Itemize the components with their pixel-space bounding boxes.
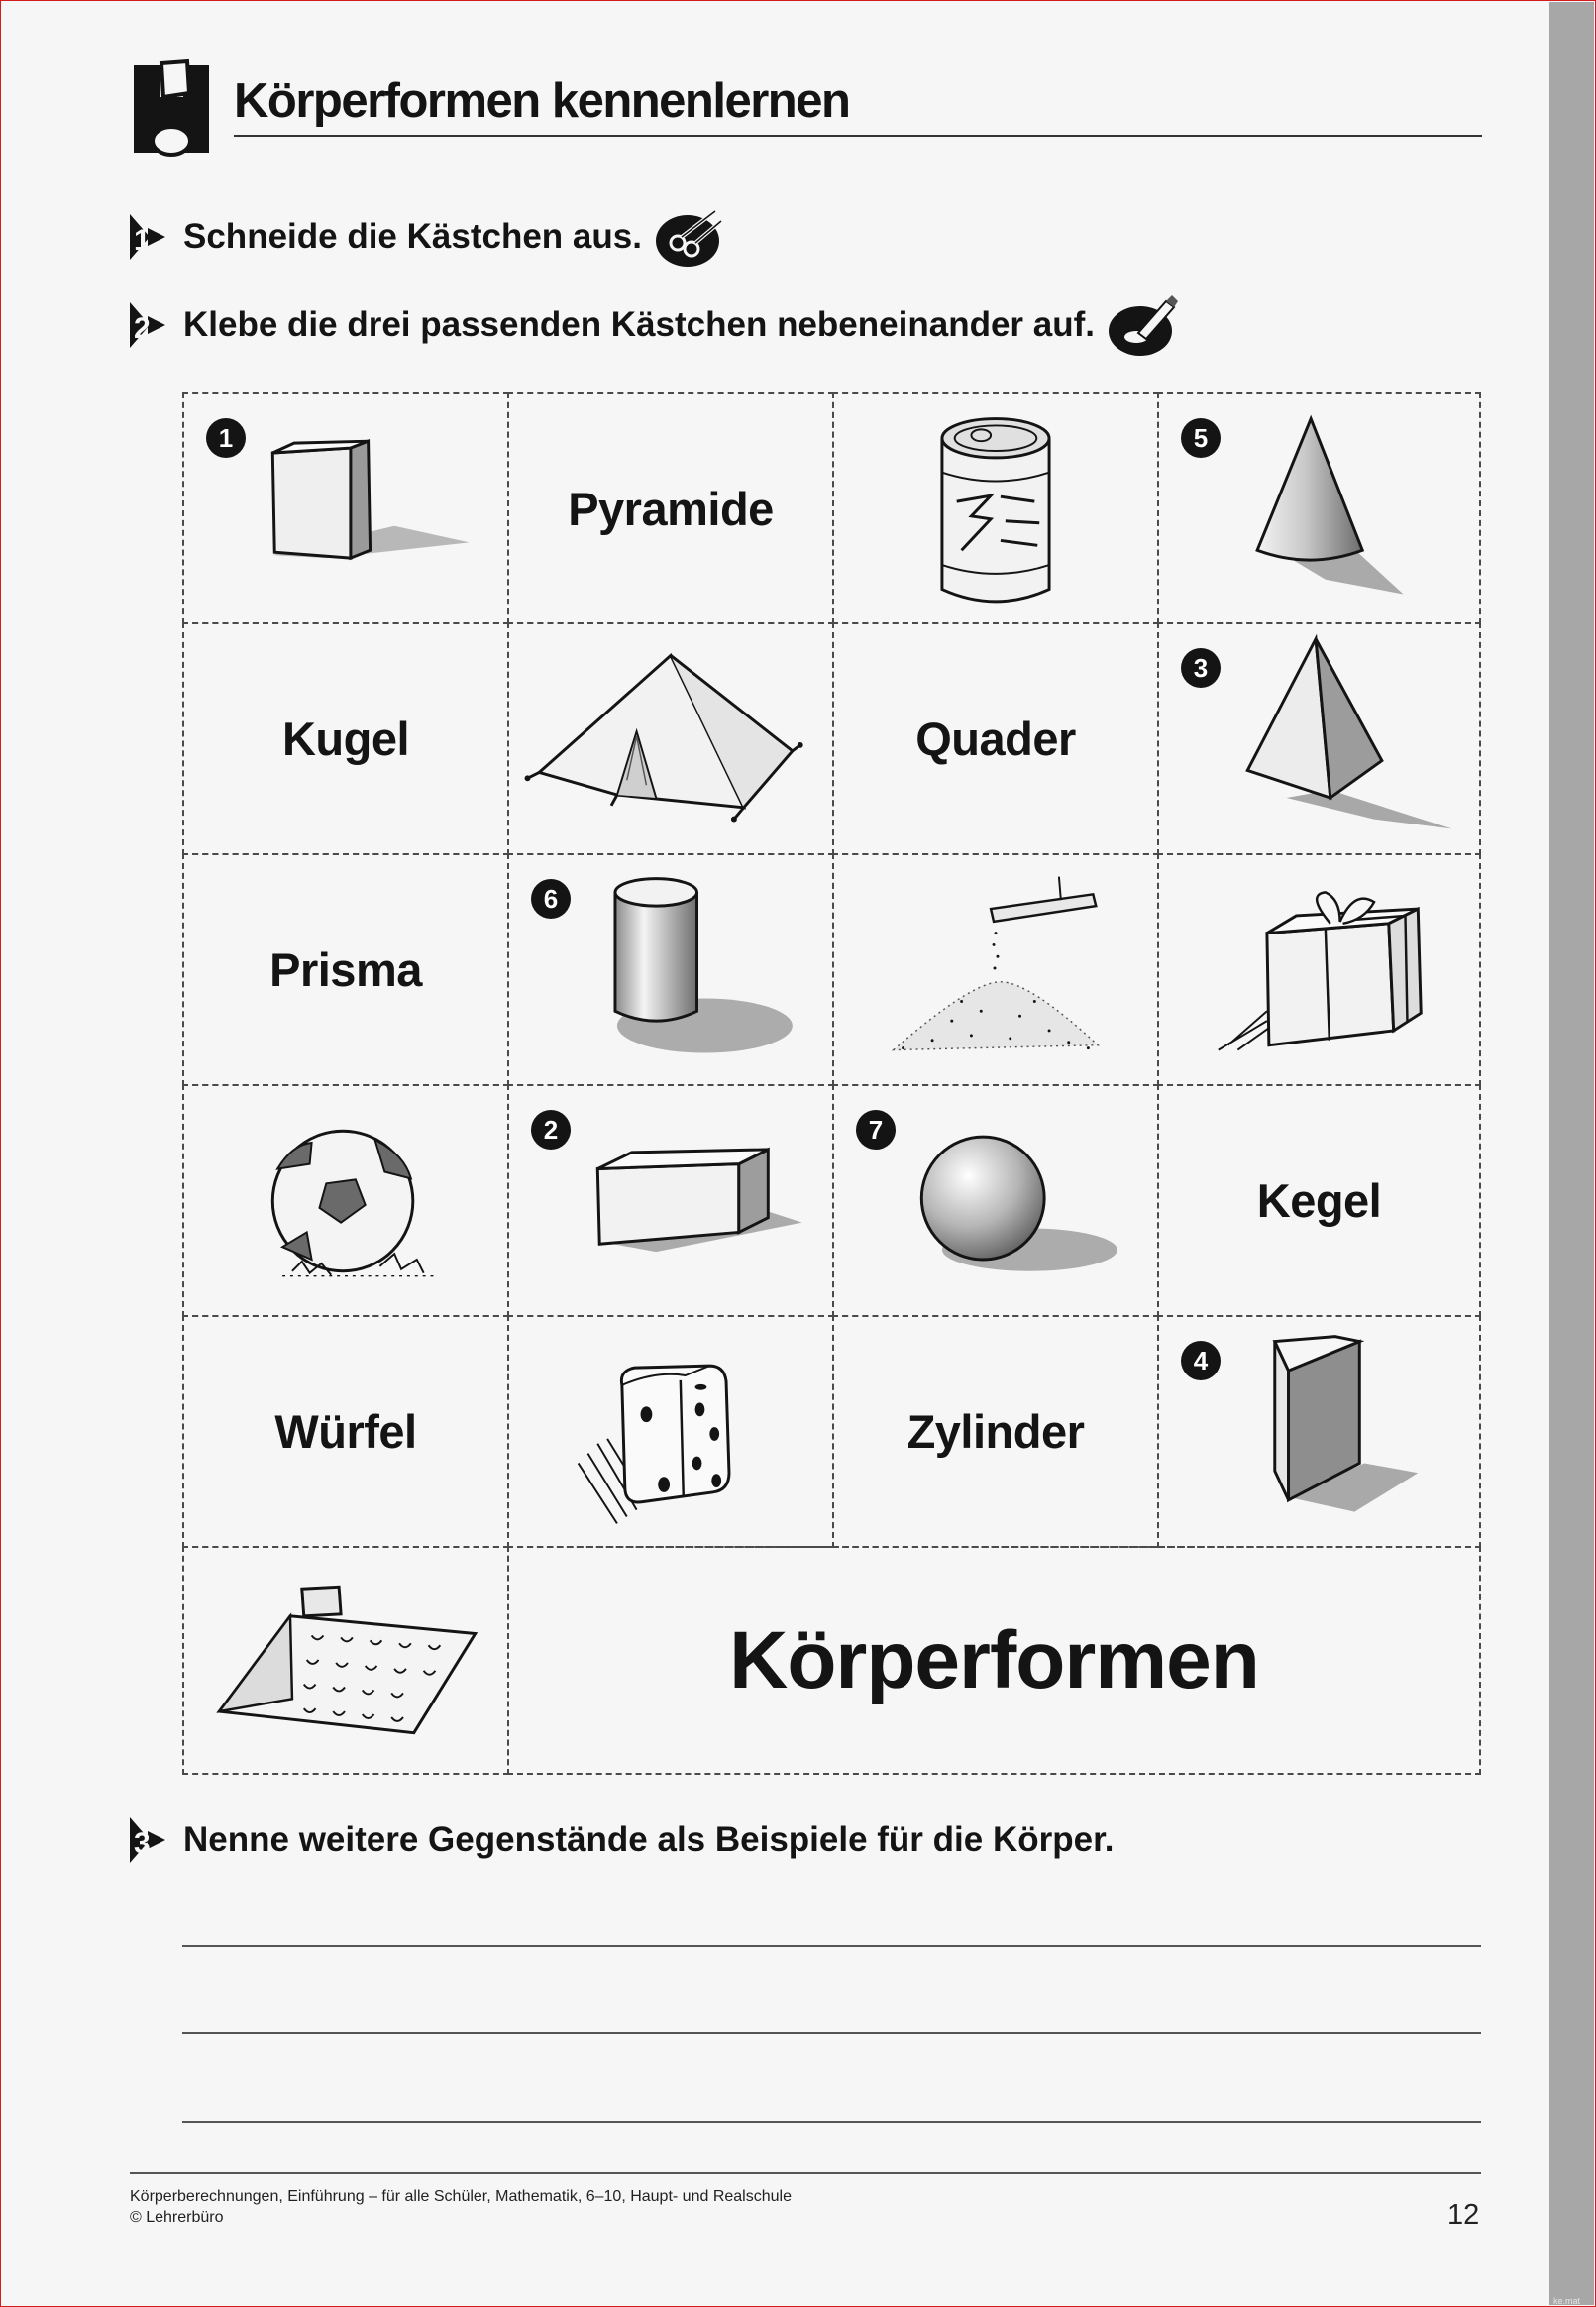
gift-box-icon — [1159, 855, 1479, 1084]
task-2 — [130, 300, 1178, 350]
card-roof[interactable] — [182, 1546, 509, 1775]
card-word-kegel[interactable] — [1157, 1084, 1481, 1317]
tent-icon — [509, 624, 832, 853]
card-word-prisma[interactable] — [182, 853, 509, 1086]
card-cylinder[interactable] — [507, 853, 834, 1086]
card-dice[interactable] — [507, 1315, 834, 1548]
card-cuboid[interactable] — [507, 1084, 834, 1317]
word-koerperformen: Körperformen — [729, 1614, 1259, 1705]
glue-icon — [1109, 293, 1178, 357]
card-word-zylinder[interactable] — [832, 1315, 1159, 1548]
word-kugel: Kugel — [281, 713, 410, 765]
card-badge: 3 — [1181, 648, 1221, 688]
football-icon — [184, 1086, 507, 1315]
card-grid — [182, 392, 1481, 1775]
card-sphere[interactable] — [832, 1084, 1159, 1317]
right-margin-bar — [1549, 2, 1594, 2305]
watermark: ke.mat — [1553, 2296, 1581, 2306]
task-3-marker-icon — [130, 1817, 169, 1863]
worksheet-logo-icon — [130, 57, 213, 161]
card-badge: 5 — [1181, 418, 1221, 458]
page-title: Körperformen kennenlernen — [234, 74, 850, 128]
footer-line-2: © Lehrerbüro — [130, 2209, 224, 2226]
task-2-text: Klebe die drei passenden Kästchen nebeneinander auf. — [183, 305, 1095, 344]
footer-divider — [130, 2172, 1481, 2174]
card-tin-can[interactable] — [832, 392, 1159, 624]
scissors-icon — [656, 205, 725, 269]
card-pyramid[interactable] — [1157, 622, 1481, 855]
card-cone[interactable] — [1157, 392, 1481, 624]
writing-line[interactable] — [182, 2032, 1481, 2034]
card-word-quader[interactable] — [832, 622, 1159, 855]
word-pyramide: Pyramide — [568, 482, 774, 535]
task-2-number: 2 — [134, 312, 151, 345]
card-badge: 6 — [531, 879, 571, 919]
card-badge: 4 — [1181, 1341, 1221, 1380]
word-zylinder: Zylinder — [906, 1405, 1085, 1458]
task-3-text: Nenne weitere Gegenstände als Beispiele für die Körper. — [183, 1820, 1115, 1859]
card-cube[interactable] — [182, 392, 509, 624]
card-sand-pile[interactable] — [832, 853, 1159, 1086]
card-badge: 7 — [856, 1110, 896, 1150]
dice-icon — [509, 1317, 832, 1546]
card-tent[interactable] — [507, 622, 834, 855]
task-1-marker-icon — [130, 214, 169, 260]
word-kegel: Kegel — [1256, 1174, 1382, 1227]
word-quader: Quader — [915, 713, 1076, 765]
card-word-kugel[interactable] — [182, 622, 509, 855]
page-number: 12 — [1447, 2199, 1480, 2231]
roof-icon — [184, 1548, 507, 1773]
sand-pile-icon — [834, 855, 1157, 1084]
card-word-wuerfel[interactable] — [182, 1315, 509, 1548]
footer-info — [130, 2186, 792, 2228]
card-prism[interactable] — [1157, 1315, 1481, 1548]
task-1 — [130, 212, 725, 262]
card-gift-box[interactable] — [1157, 853, 1481, 1086]
task-3-number: 3 — [134, 1827, 151, 1860]
card-word-koerperformen[interactable] — [507, 1546, 1481, 1775]
tin-can-icon — [834, 394, 1157, 622]
card-word-pyramide[interactable] — [507, 392, 834, 624]
writing-line[interactable] — [182, 2121, 1481, 2123]
task-1-number: 1 — [134, 224, 151, 257]
card-football[interactable] — [182, 1084, 509, 1317]
card-badge: 1 — [206, 418, 246, 458]
word-prisma: Prisma — [269, 943, 422, 996]
title-underline — [234, 135, 1482, 137]
task-2-marker-icon — [130, 302, 169, 348]
writing-line[interactable] — [182, 1945, 1481, 1947]
footer-line-1: Körperberechnungen, Einführung – für alle Schüler, Mathematik, 6–10, Haupt- und Realschule — [130, 2188, 792, 2205]
card-badge: 2 — [531, 1110, 571, 1150]
task-3 — [130, 1815, 1114, 1865]
word-wuerfel: Würfel — [274, 1405, 417, 1458]
task-1-text: Schneide die Kästchen aus. — [183, 217, 642, 256]
